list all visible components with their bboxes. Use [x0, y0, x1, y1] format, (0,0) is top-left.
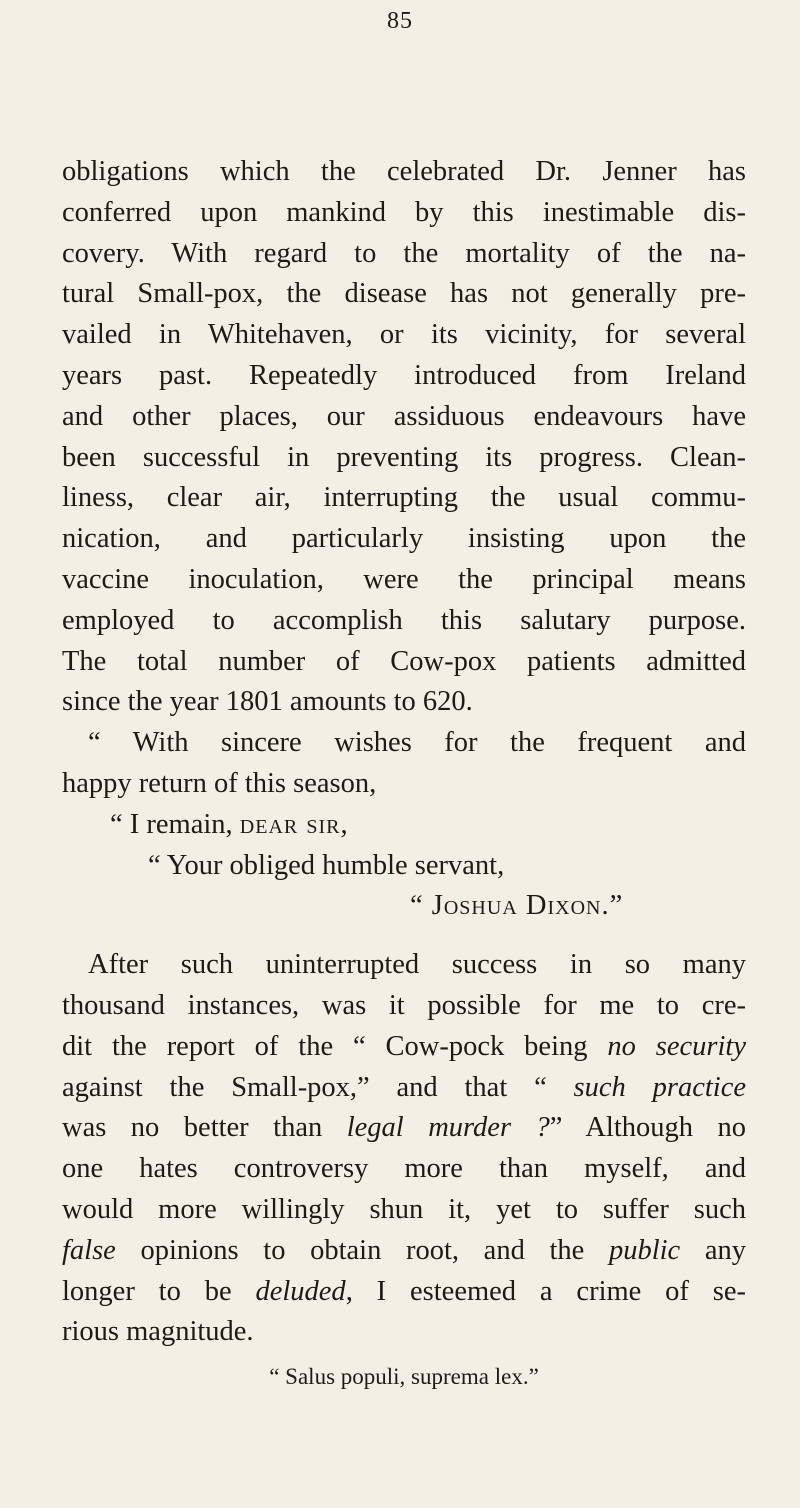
text-line: one hates controversy more than myself, and [62, 1153, 746, 1185]
text-run: dit the report of the “ Cow-pock being [62, 1030, 608, 1062]
text-run: opinions to obtain root, and the [115, 1234, 609, 1266]
text-run: longer to be [62, 1275, 256, 1307]
italic-run: deluded [255, 1275, 346, 1307]
text-line: and other places, our assiduous endeavours have [62, 400, 746, 432]
text-line: liness, clear air, interrupting the usual commu- [62, 482, 746, 514]
italic-run: false [62, 1234, 116, 1266]
body-text [62, 152, 746, 1398]
text-line: thousand instances, was it possible for me to cre- [62, 989, 746, 1021]
paragraph-controversy [62, 945, 746, 1353]
remain-text: “ I remain, [110, 808, 233, 840]
text-run: ” Although no [549, 1112, 746, 1144]
closing-wishes-cont: happy return of this season, [62, 767, 377, 799]
text-line: After such uninterrupted success in so many [88, 949, 746, 981]
closing-remain [62, 805, 746, 846]
text-line: years past. Repeatedly introduced from Ireland [62, 359, 746, 391]
text-line [62, 1231, 746, 1272]
italic-run: public [608, 1234, 681, 1266]
text-line: covery. With regard to the mortality of the na- [62, 237, 746, 269]
text-line: obligations which the celebrated Dr. Jenner has [62, 156, 746, 187]
text-run: against the Small-pox,” and that “ [62, 1071, 574, 1103]
text-line: nication, and particularly insisting upon the [62, 523, 746, 555]
text-line: would more willingly shun it, yet to suffer such [62, 1193, 746, 1225]
text-line: tural Small-pox, the disease has not generally pre- [62, 278, 746, 310]
text-line: conferred upon mankind by this inestimable dis- [62, 196, 746, 228]
text-run: was no better than [62, 1112, 347, 1144]
signature: “ Joshua Dixon.” [410, 890, 624, 922]
text-line: vailed in Whitehaven, or its vicinity, for several [62, 319, 746, 351]
text-run: any [680, 1234, 746, 1266]
paragraph-gap [62, 927, 746, 945]
latin-motto: “ Salus populi, suprema lex.” [269, 1364, 539, 1390]
text-line: rious magnitude. [62, 1316, 254, 1348]
text-run: , I esteemed a crime of se- [345, 1275, 746, 1307]
letter-closing [62, 723, 746, 927]
paragraph-jenner [62, 152, 746, 723]
text-line: employed to accomplish this salutary purpose. [62, 604, 746, 636]
text-line: vaccine inoculation, were the principal means [62, 563, 746, 595]
closing-servant: “ Your obliged humble servant, [148, 849, 505, 881]
text-line [62, 1068, 746, 1109]
text-line [62, 1027, 746, 1068]
closing-wishes: “ With sincere wishes for the frequent and [88, 727, 746, 759]
text-line [62, 1108, 746, 1149]
text-line: The total number of Cow-pox patients admitted [62, 645, 746, 677]
dear-sir: dear sir, [239, 808, 349, 840]
text-line: been successful in preventing its progress. Clean- [62, 441, 746, 473]
page-number: 85 [387, 8, 413, 34]
text-line: since the year 1801 amounts to 620. [62, 686, 473, 718]
italic-run: no security [607, 1030, 747, 1062]
italic-run: such practice [573, 1071, 746, 1103]
italic-run: legal murder ? [346, 1112, 550, 1144]
text-line [62, 1272, 746, 1313]
